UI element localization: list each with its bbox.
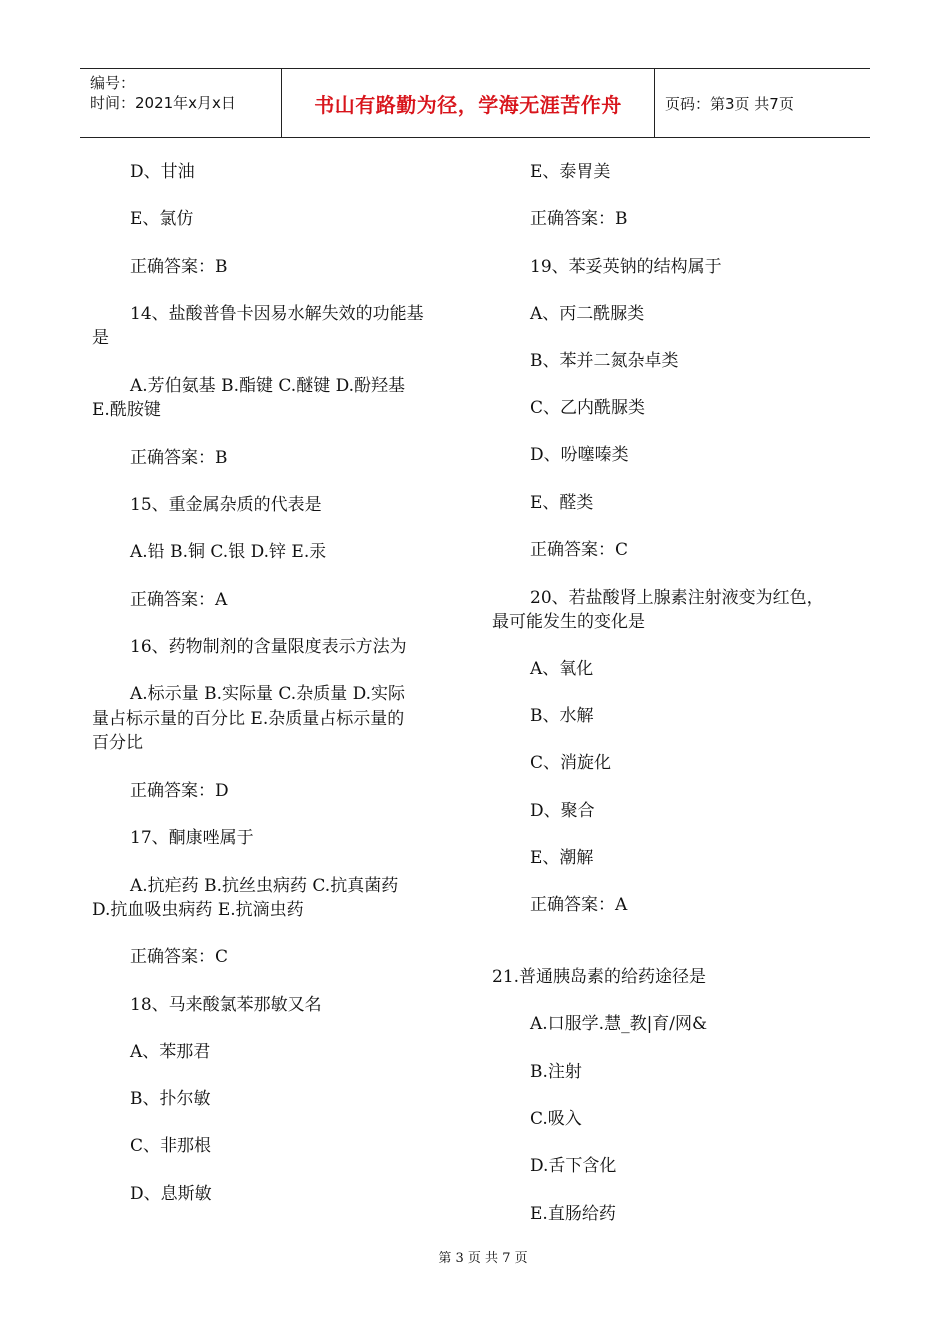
text-line: 18、马来酸氯苯那敏又名 — [130, 995, 322, 1015]
text-line: E、氯仿 — [130, 209, 194, 229]
text-line: 正确答案：A — [130, 590, 228, 610]
text-line: E、潮解 — [530, 848, 594, 868]
page-header — [80, 68, 870, 138]
text-line: C、消旋化 — [530, 753, 612, 773]
text-line: 百分比 — [92, 733, 143, 753]
text-line: C、乙内酰脲类 — [530, 398, 646, 418]
text-line: 15、重金属杂质的代表是 — [130, 495, 322, 515]
text-line: A.口服学.慧_教|育/网& — [530, 1014, 708, 1034]
text-line: E、醛类 — [530, 493, 594, 513]
text-line: B.注射 — [530, 1062, 582, 1082]
text-line: B、扑尔敏 — [130, 1089, 211, 1109]
text-line: A.标示量 B.实际量 C.杂质量 D.实际 — [130, 684, 406, 704]
text-line: 正确答案：B — [130, 448, 228, 468]
date-label: 时间：2021年x月x日 — [90, 94, 236, 112]
text-line: A、氧化 — [530, 659, 594, 679]
text-line: E.直肠给药 — [530, 1204, 616, 1224]
text-line: 量占标示量的百分比 E.杂质量占标示量的 — [92, 709, 405, 729]
text-line: B、水解 — [530, 706, 594, 726]
text-line: A.抗疟药 B.抗丝虫病药 C.抗真菌药 — [130, 876, 399, 896]
text-line: 19、苯妥英钠的结构属于 — [530, 257, 722, 277]
footer-page-number: 第 3 页 共 7 页 — [438, 1251, 528, 1266]
text-line: A、丙二酰脲类 — [530, 304, 645, 324]
text-line: 最可能发生的变化是 — [492, 612, 645, 632]
text-line: E.酰胺键 — [92, 400, 161, 420]
text-line: 21.普通胰岛素的给药途径是 — [492, 967, 707, 987]
text-line: 20、若盐酸肾上腺素注射液变为红色， — [530, 588, 824, 608]
motto-text: 书山有路勤为径，学海无涯苦作舟 — [314, 92, 622, 117]
page-footer — [0, 1247, 950, 1266]
text-line: 是 — [92, 328, 109, 348]
text-line: D.抗血吸虫病药 E.抗滴虫药 — [92, 900, 304, 920]
doc-number-label: 编号： — [90, 74, 136, 92]
text-line: 正确答案：B — [530, 209, 628, 229]
text-line: C.吸入 — [530, 1109, 582, 1129]
text-line: D、息斯敏 — [130, 1184, 212, 1204]
text-line: D、吩噻嗪类 — [530, 445, 629, 465]
text-line: 正确答案：C — [130, 947, 229, 967]
text-line: C、非那根 — [130, 1136, 212, 1156]
text-line: A.芳伯氨基 B.酯键 C.醚键 D.酚羟基 — [130, 376, 406, 396]
text-line: 正确答案：C — [530, 540, 629, 560]
text-line: 正确答案：D — [130, 781, 229, 801]
page-number-label: 页码：第3页 共7页 — [665, 94, 794, 113]
header-left-cell — [80, 69, 280, 137]
text-line: 正确答案：B — [130, 257, 228, 277]
text-line: B、苯并二氮杂卓类 — [530, 351, 679, 371]
text-line: 16、药物制剂的含量限度表示方法为 — [130, 637, 407, 657]
text-line: E、泰胃美 — [530, 162, 611, 182]
text-line: D、甘油 — [130, 162, 195, 182]
text-line: 14、盐酸普鲁卡因易水解失效的功能基 — [130, 304, 424, 324]
text-line: 17、酮康唑属于 — [130, 828, 254, 848]
text-line: A.铅 B.铜 C.银 D.锌 E.汞 — [130, 542, 327, 562]
text-line: D、聚合 — [530, 801, 595, 821]
text-line: 正确答案：A — [530, 895, 628, 915]
header-motto-cell — [281, 69, 655, 137]
text-line: D.舌下含化 — [530, 1156, 617, 1176]
header-page-cell — [655, 69, 870, 137]
text-line: A、苯那君 — [130, 1042, 211, 1062]
